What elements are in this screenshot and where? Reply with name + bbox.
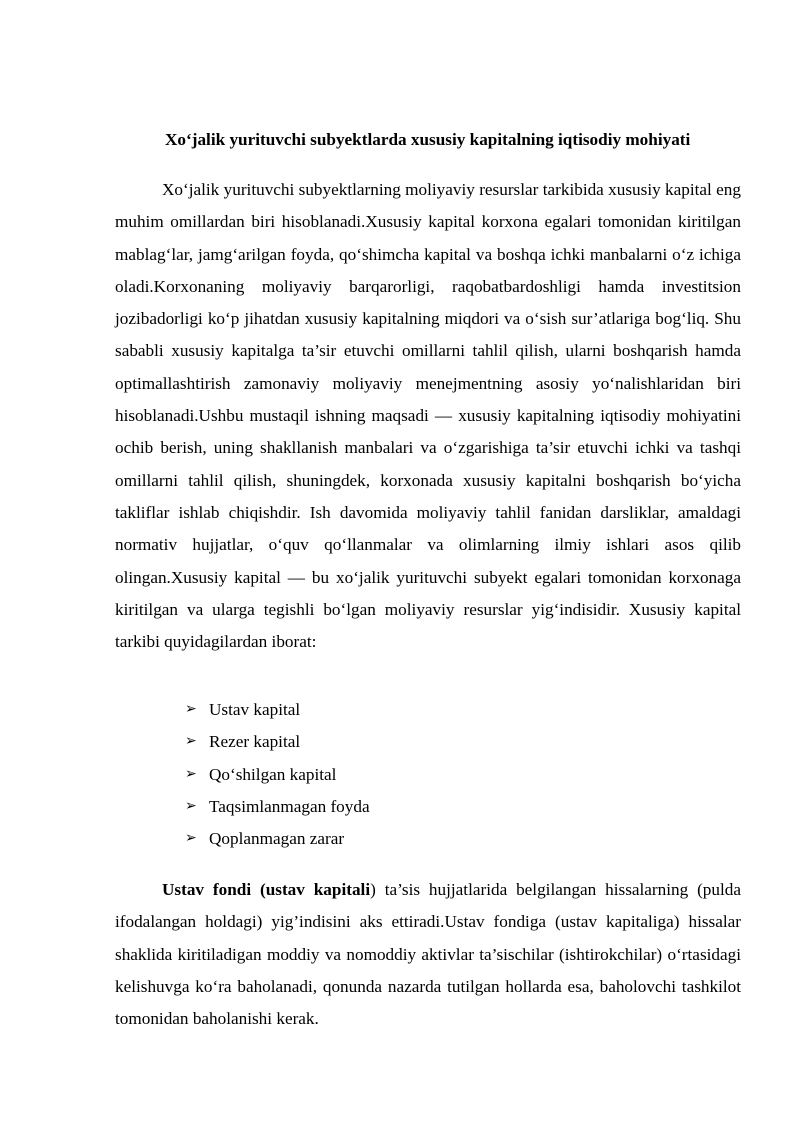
arrow-bullet-icon: ➢ [185, 702, 197, 717]
arrow-bullet-icon: ➢ [185, 766, 197, 782]
capital-components-list [185, 694, 370, 855]
list-item-label: Rezer kapital [209, 732, 301, 752]
charter-capital-definition: ) ta’sis hujjatlarida belgilangan hissalarning (pulda ifodalangan holdagi) yig’indisini aks ettiradi.Ustav fondiga (ustav kapitaliga) hissalar shaklida kiritiladigan moddiy va nomoddiy aktivlar ta’sischilar (ishtirokchilar) o‘rtasidagi kelishuvga ko‘ra baholanadi, qonunda nazarda tutilgan hollarda esa, baholovchi tashkilot tomonidan baholanishi kerak. [115, 880, 741, 1029]
list-item [185, 759, 370, 791]
list-item [185, 726, 370, 758]
document-title: Xo‘jalik yurituvchi subyektlarda xususiy kapitalning iqtisodiy mohiyati [165, 130, 691, 149]
list-item [185, 694, 370, 726]
list-item [185, 823, 370, 855]
charter-capital-term: Ustav fondi (ustav kapitali [162, 880, 371, 899]
list-item [185, 791, 370, 823]
arrow-bullet-icon: ➢ [185, 831, 197, 847]
arrow-bullet-icon: ➢ [185, 734, 197, 750]
list-item-label: Qoplanmagan zarar [209, 829, 345, 849]
list-item-label: Qo‘shilgan kapital [209, 764, 337, 784]
arrow-bullet-icon: ➢ [185, 798, 197, 814]
list-item-label: Ustav kapital [209, 700, 301, 719]
charter-capital-paragraph [115, 874, 741, 1035]
list-item-label: Taqsimlanmagan foyda [209, 796, 370, 816]
intro-paragraph: Xo‘jalik yurituvchi subyektlarning moliyaviy resurslar tarkibida xususiy kapital eng muhim omillardan biri hisoblanadi.Xususiy kapital korxona egalari tomonidan kiritilgan mablag‘lar, jamg‘arilgan foyda, qo‘shimcha kapital va boshqa ichki manbalarni o‘z ichiga oladi.Korxonaning moliyaviy barqarorligi, raqobatbardoshligi hamda investitsion jozibadorligi ko‘p jihatdan xususiy kapitalning miqdori va o‘sish sur’atlariga bog‘liq. Shu sababli xususiy kapitalga ta’sir etuvchi omillarni tahlil qilish, ularni boshqarish hamda optimallashtirish zamonaviy moliyaviy menejmentning asosiy yo‘nalishlaridan biri hisoblanadi.Ushbu mustaqil ishning maqsadi — xususiy kapitalning iqtisodiy mohiyatini ochib berish, uning shakllanish manbalari va o‘zgarishiga ta’sir etuvchi ichki va tashqi omillarni tahlil qilish, shuningdek, korxonada xususiy kapitalni boshqarish bo‘yicha takliflar ishlab chiqishdir. Ish davomida moliyaviy tahlil fanidan darsliklar, amaldagi normativ hujjatlar, o‘quv qo‘llanmalar va olimlarning ilmiy ishlari asos qilib olingan.Xususiy kapital — bu xo‘jalik yurituvchi subyekt egalari tomonidan korxonaga kiritilgan va ularga tegishli bo‘lgan moliyaviy resurslar yig‘indisidir. Xususiy kapital tarkibi quyidagilardan iborat: [115, 180, 741, 652]
